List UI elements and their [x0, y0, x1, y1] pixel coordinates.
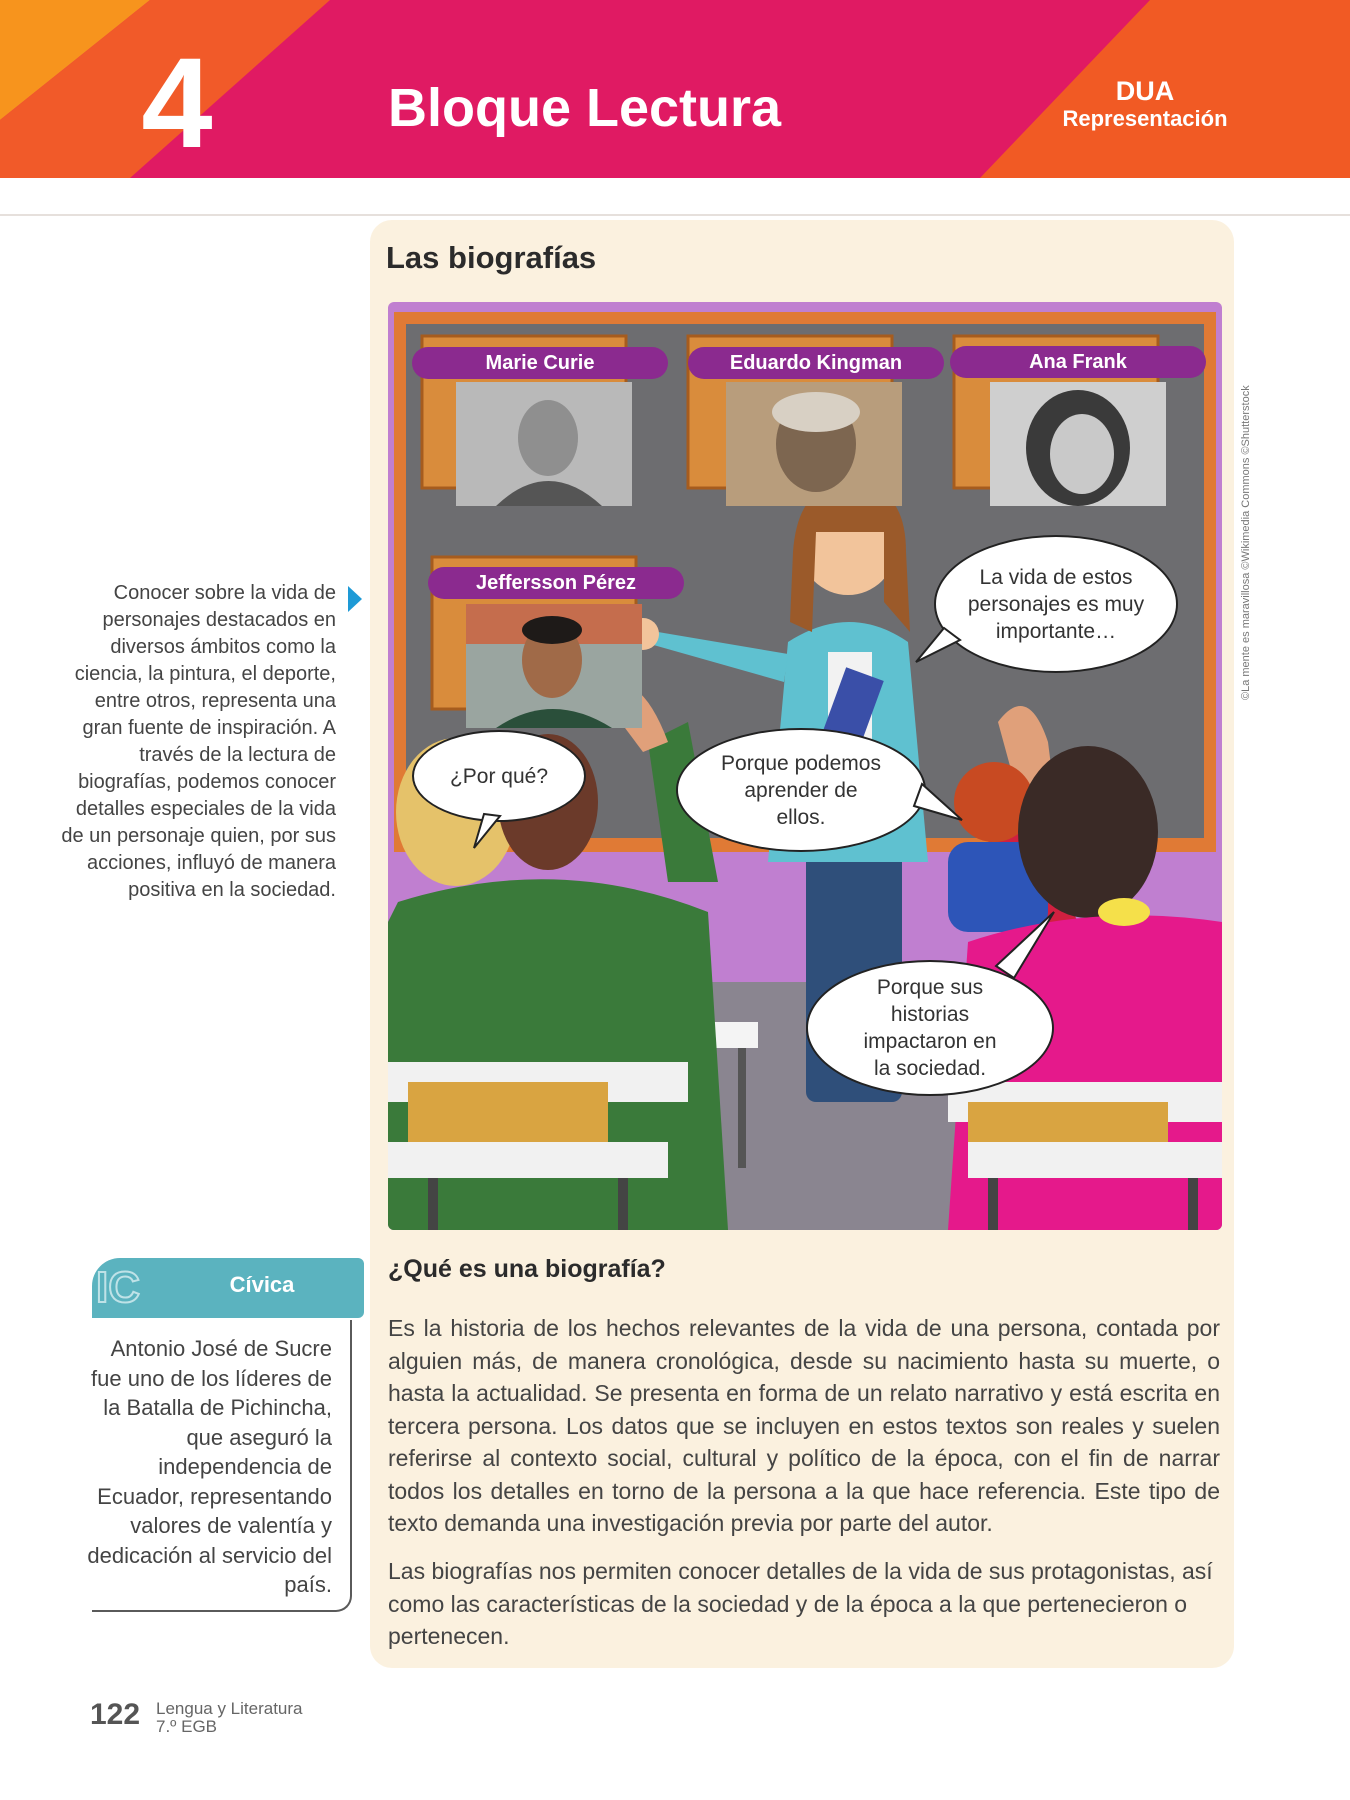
grade-level: 7.º EGB: [156, 1717, 218, 1736]
section-title: Las biografías: [386, 240, 597, 275]
side-note: Conocer sobre la vida de personajes destacados en diversos ámbitos como la ciencia, la pintura, el deporte, entre otros, representa una gran fuente de inspiración. A través de la lectura de biografías, podemos conocer detalles especiales de la vida de un personaje quien, por sus acciones, influyó de manera positiva en la sociedad.: [61, 582, 336, 901]
portrait-label: Eduardo Kingman: [688, 347, 944, 379]
image-credits: ©La mente es maravillosa ©Wikimedia Commons ©Shutterstock: [1240, 385, 1252, 700]
paragraph-purpose: Las biografías nos permiten conocer detalles de la vida de sus protagonistas, así como las características de la sociedad y de la época a la que pertenecieron o pertenecen.: [388, 1558, 1213, 1649]
speech-bubble-learn: Porque podemos aprender de ellos.: [676, 728, 926, 852]
question-heading: ¿Qué es una biografía?: [388, 1255, 666, 1283]
page-number: 122: [90, 1698, 141, 1731]
portrait-label: Marie Curie: [412, 347, 668, 379]
civica-label: Cívica: [229, 1272, 295, 1297]
page-title: Bloque Lectura: [388, 78, 782, 138]
speech-bubble-why: ¿Por qué?: [412, 730, 586, 822]
speech-bubble-teacher: La vida de estos personajes es muy importante…: [934, 535, 1178, 673]
portrait-label: Jeffersson Pérez: [428, 567, 684, 599]
unit-number: 4: [141, 32, 213, 175]
civica-text: Antonio José de Sucre fue uno de los líderes de la Batalla de Pichincha, que aseguró la independencia de Ecuador, representando valores de valentía y dedicación al servicio del país.: [87, 1336, 332, 1597]
dua-subtitle: Representación: [1062, 106, 1228, 131]
portrait-label: Ana Frank: [950, 346, 1206, 378]
speech-bubble-impact: Porque sus historias impactaron en la sociedad.: [806, 960, 1054, 1096]
dua-title: DUA: [1115, 76, 1175, 106]
subject-name: Lengua y Literatura: [156, 1699, 303, 1718]
paragraph-definition: Es la historia de los hechos relevantes de la vida de una persona, contada por alguien más, de manera cronológica, desde su nacimiento hasta su muerte, o hasta la actualidad. Se presenta en forma de un relato narrativo y está escrita en tercera persona. Los datos que se incluyen en estos textos son reales y suelen referirse al contexto social, cultural y político de la época, con el fin de narrar todos los detalles en torno de la persona a la que hace referencia. Este tipo de texto demanda una investigación previa por parte del autor.: [388, 1315, 1220, 1536]
ic-logo-icon: IC: [96, 1263, 140, 1312]
footer-subject: [156, 1700, 303, 1736]
